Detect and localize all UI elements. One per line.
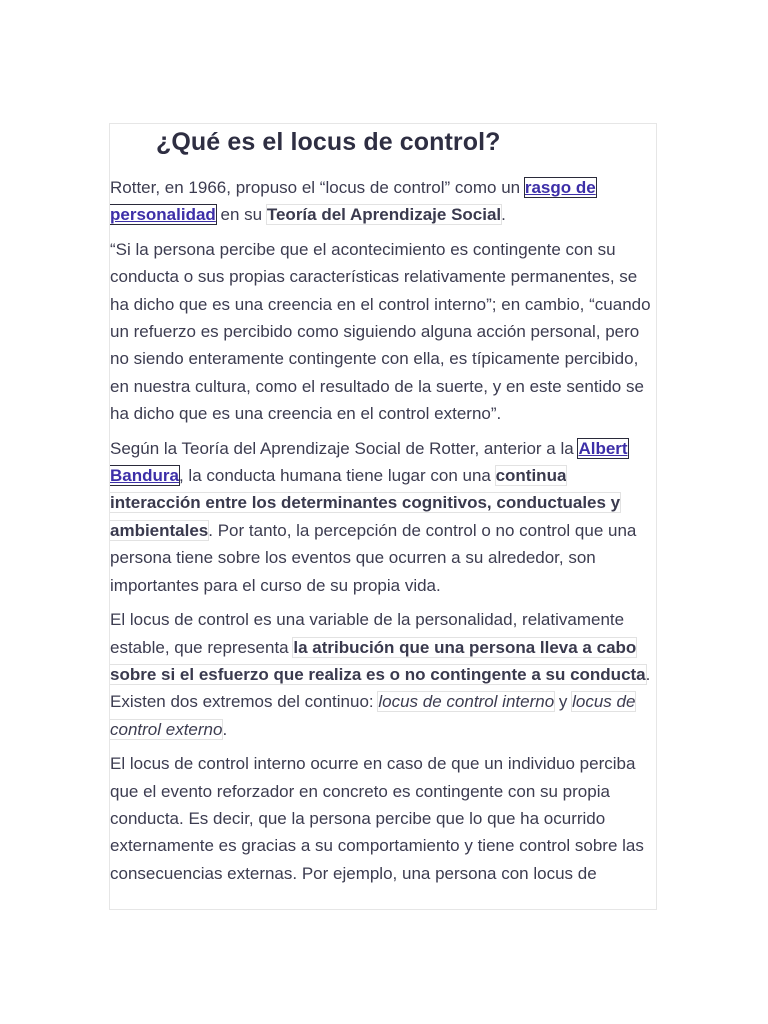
paragraph-text: El locus de control es una variable de la personalidad, relativamente estable, que representa bbox=[110, 610, 625, 657]
italic-text-interno: locus de control interno bbox=[378, 692, 555, 712]
paragraph-text: en su bbox=[215, 205, 267, 225]
paragraph-bandura bbox=[110, 435, 657, 599]
link-albert-bandura[interactable]: Albert Bandura bbox=[110, 438, 628, 486]
link-rasgo-de-personalidad[interactable]: rasgo de personalidad bbox=[110, 178, 596, 225]
paragraph-text: Rotter, en 1966, propuso el “locus de control” como un bbox=[110, 178, 525, 197]
italic-text-externo: locus de control externo bbox=[110, 692, 636, 739]
paragraph-text: Según la Teoría del Aprendizaje Social de Rotter, anterior a la bbox=[110, 438, 579, 458]
bold-text-interaccion: continua interacción entre los determinantes cognitivos, conductuales y ambientales bbox=[110, 466, 621, 540]
paragraph-quote: “Si la persona percibe que el acontecimiento es contingente con su conducta o sus propias características relativamente permanentes, se ha dicho que es una creencia en el control interno”; en cambio, “cuando un refuerzo es percibido como siguiendo alguna acción personal, pero no siendo enteramente contingente con ella, es típicamente percibido, en nuestra cultura, como el resultado de la suerte, y en este sentido se ha dicho que es una creencia en el control externo”. bbox=[110, 239, 651, 424]
paragraph-text: , la conducta humana tiene lugar con una bbox=[178, 466, 496, 486]
article-body bbox=[110, 174, 657, 894]
article-content bbox=[109, 123, 657, 910]
paragraph-intro bbox=[110, 174, 657, 229]
paragraph-text: y bbox=[554, 692, 573, 712]
paragraph-text: . bbox=[222, 719, 228, 739]
article-heading: ¿Qué es el locus de control? bbox=[156, 128, 501, 156]
paragraph-text: . bbox=[501, 205, 506, 225]
paragraph-text: . Existen dos extremos del continuo: bbox=[110, 664, 651, 712]
paragraph-text: . Por tanto, la percepción de control o no control que una persona tiene sobre los eventos que ocurren a su alrededor, son importantes para el curso de su propia vida. bbox=[110, 520, 637, 595]
bold-text-atribucion: la atribución que una persona lleva a cabo sobre si el esfuerzo que realiza es o no contingente a su conducta bbox=[110, 637, 646, 684]
bold-text-teoria: Teoría del Aprendizaje Social bbox=[266, 205, 502, 225]
paragraph-variable bbox=[110, 606, 657, 743]
paragraph-interno: El locus de control interno ocurre en caso de que un individuo perciba que el evento reforzador en concreto es contingente con su propia conducta. Es decir, que la persona percibe que lo que ha ocurrido externamente es gracias a su comportamiento y tiene control sobre las consecuencias externas. Por ejemplo, una persona con locus de bbox=[110, 754, 644, 883]
